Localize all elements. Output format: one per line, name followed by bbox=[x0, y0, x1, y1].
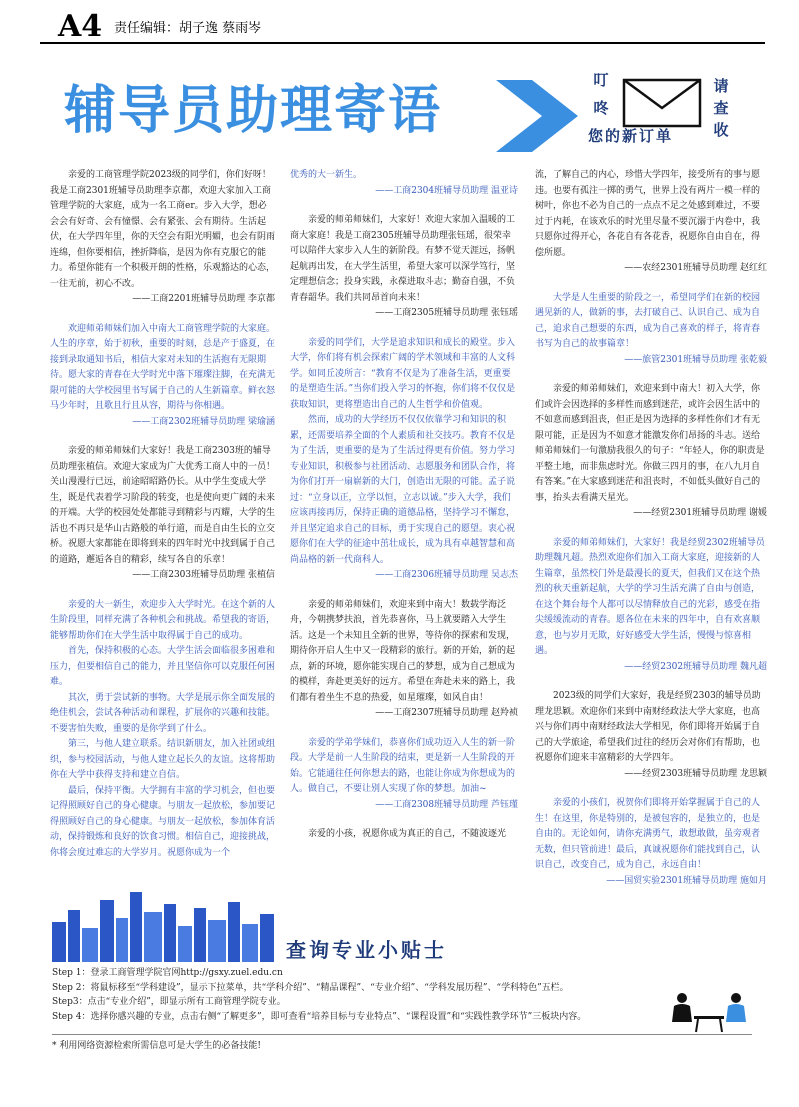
message-paragraph: 2023级的同学们大家好，我是经贸2303的辅导员助理龙思颖。欢迎你们来到中南财经政法大学大家庭，也高兴与你们再中南财经政法大学相见，你们即将开始属于自己的大学旅途，希望我们过往的经历会对你们有帮助，也祝愿你们迎来丰富精彩的大学四年。 bbox=[535, 691, 761, 763]
envelope-icon bbox=[622, 78, 702, 128]
message-paragraph: 亲爱的工商管理学院2023级的同学们，你们好呀！我是工商2301班辅导员助理李京都，欢迎大家加入工商管理学院的大家庭，成为一名工商er。步入大学，想必会会有好奇、会有憧憬、会有紧张、会有期待。生活起伏，在大学四年里，你的天空会有阳光明媚，也会有阴雨连绵，但你要相信，挫折降临，是因为你有克服它的能力。希望你能有一个积极开朗的性格，乐观豁达的心态，一往无前，初心不改。 bbox=[50, 170, 276, 289]
people-meeting-icon bbox=[668, 992, 750, 1034]
tip-step: Step 1：登录工商管理学院官网http://gsxy.zuel.edu.cn bbox=[52, 968, 283, 978]
word-qing: 请 bbox=[713, 77, 729, 95]
signature: ——工商2307班辅导员助理 赵羚祯 bbox=[375, 708, 518, 718]
banner bbox=[40, 70, 770, 160]
page-number: A4 bbox=[58, 9, 103, 44]
signature: ——经贸2301班辅导员助理 谢媛 bbox=[633, 508, 767, 518]
signature: ——旅管2301班辅导员助理 张乾毅 bbox=[624, 354, 767, 365]
message-paragraph: 亲爱的小孩们，祝贺你们即将开始掌握属于自己的人生！在这里，你是特别的，是被包容的，是独立的，也是自由的。无论如何，请你充满勇气，敢想敢做，虽旁观者无数，但只管前进！最后，真诚祝愿你们能找到自己，认识自己，改变自己，成为自己，永远自由！ bbox=[535, 798, 761, 870]
signature: ——工商2201班辅导员助理 李京都 bbox=[132, 294, 275, 304]
message-paragraph: 亲爱的小孩，祝愿你成为真正的自己，不随波逐光 bbox=[308, 829, 507, 839]
column-3 bbox=[535, 168, 767, 889]
word-cha: 查 bbox=[713, 99, 729, 117]
message-paragraph: 亲爱的师弟师妹们，大家好！欢迎大家加入温暖的工商大家庭！我是工商2305班辅导员助理张钰瑶，很荣幸可以陪伴大家步入人生的新阶段。有梦不觉天涯远，扬帆起航再出发，在大学生活里，希望大家可以深学笃行，坚定理想信念；投身实践，永葆进取斗志；勤奋自强，不负青春韶华。我们共同昂首向未来！ bbox=[290, 215, 516, 303]
chevron-arrow-icon bbox=[492, 76, 582, 156]
message-paragraph: 优秀的大一新生。 bbox=[290, 170, 363, 180]
banner-subtitle: 您的新订单 bbox=[588, 127, 674, 145]
message-paragraph: 亲爱的学弟学妹们，恭喜你们成功迈入人生的新一阶段。大学是前一人生阶段的结束，更是新一人生阶段的开始。它能通往任何你想去的路，也能让你成为你想成为的人。做自己，不要让别人实现了你的梦想。加油~ bbox=[290, 737, 516, 794]
message-paragraph: 然而，成功的大学经历不仅仅依靠学习和知识的积累，还需要培养全面的个人素质和社交技巧。教育不仅是为了生活，更重要的是为了生活过得更有价值。努力学习专业知识，积极参与社团活动、志愿服务和团队合作，将为你们打开一扇崭新的大门，创造出无限的可能。孟子说过：“立身以正，立学以恒，立志以诚。”步入大学，我们应该再接再厉，保持正确的道德品格，坚持学习不懈怠，并且坚定追求自己的目标，勇于实现自己的愿望。衷心祝愿你们在大学的征途中茁壮成长，成为具有卓越智慧和高尚品格的新一代商科人。 bbox=[290, 415, 516, 565]
message-paragraph: 亲爱的大一新生，欢迎步入大学时光。在这个新的人生阶段里，同样充满了各种机会和挑战。希望我的寄语，能够帮助你们在大学生活中取得属于自己的成功。 bbox=[50, 599, 276, 641]
tips-steps bbox=[52, 966, 692, 1024]
signature: ——国贸实验2301班辅导员助理 施如月 bbox=[606, 875, 767, 886]
word-shou: 收 bbox=[713, 121, 729, 139]
message-paragraph: 流，了解自己的内心，珍惜大学四年，接受所有的事与愿违。也要有孤注一掷的勇气，世界上没有两片一模一样的树叶，你也不必为自己的一点点不足之处感到难过，不要过于内耗，在该欢乐的时光里尽量不要沉溺于内卷中，我只愿你过得开心，各花自有各花香，祝愿你自由自在，得偿所愿。 bbox=[535, 170, 761, 258]
word-ding: 叮 bbox=[593, 71, 609, 89]
footer-note: * 利用网络资源检索所需信息可是大学生的必备技能! bbox=[52, 1034, 752, 1051]
message-paragraph: 亲爱的师弟师妹们，大家好！我是经贸2302班辅导员助理魏凡超。热烈欢迎你们加入工商大家庭，迎接新的人生篇章，虽然校门外是最漫长的夏天，但我们又在这个热烈的秋天重新起航，大学的学习生活充满了自由与创造，在这个舞台每个人都可以尽情释放自己的光彩，感受在指尖缓缓流动的青春。愿各位在未来的四年中，自有欢喜顺意，也与岁月无欺，好好感受大学生活，慢慢与惊喜相遇。 bbox=[535, 537, 765, 656]
tip-step: Step 4：选择你感兴趣的专业，点击右侧“了解更多”，即可查看“培养目标与专业特点”、“课程设置”和“实践性教学环节”三板块内容。 bbox=[52, 1011, 587, 1022]
message-paragraph: 亲爱的同学们，大学是追求知识和成长的殿堂。步入大学，你们将有机会探索广阔的学术领域和丰富的人文科学。如同丘凌所言：“教育不仅是为了准备生活，更重要的是塑造生活。”当你们投入学习的怀抱，你们将不仅仅是获取知识，更将塑造出自己的人生哲学和价值观。 bbox=[290, 337, 516, 410]
tips-title: 查询专业小贴士 bbox=[286, 938, 447, 962]
column-1 bbox=[50, 168, 275, 861]
column-2 bbox=[290, 168, 518, 843]
signature: ——工商2302班辅导员助理 梁瑜涵 bbox=[132, 416, 275, 427]
tip-step: Step3：点击“专业介绍”，即显示所有工商管理学院专业。 bbox=[52, 997, 286, 1007]
message-paragraph: 欢迎师弟师妹们加入中南大工商管理学院的大家庭。人生的序章，始于初秋，重要的时刻，总是产于盛夏，在接到录取通知书后，相信大家对未知的生活抱有无限期待。愿大家的青春在大学时光中落下璀璨注脚，在充满无限可能的大学校园里书写属于自己的人生新篇章。鲜衣怒马少年时，且歌且行且从容，期待与你相遇。 bbox=[50, 323, 276, 411]
message-paragraph: 首先，保持积极的心态。大学生活会面临很多困难和压力，但要相信自己的能力，并且坚信你可以克服任何困难。 bbox=[50, 646, 276, 687]
editors-line: 责任编辑：胡子逸 蔡雨岑 bbox=[114, 21, 262, 36]
signature: ——经贸2303班辅导员助理 龙思颖 bbox=[624, 768, 767, 779]
message-paragraph: 大学是人生重要的阶段之一，希望同学们在新的校园遇见新的人，做新的事，去打破自己、认识自己、成为自己，追求自己想要的东西，成为自己喜欢的样子，将青春书写为自己的故事篇章！ bbox=[535, 292, 761, 349]
message-paragraph: 亲爱的师弟师妹们大家好！我是工商2303班的辅导员助理张植信。欢迎大家成为广大优秀工商人中的一员！关山漫漫行已远，前途昭昭路仍长。从中学生变成大学生，既是代表着学习阶段的转变，也是使向更广阔的未来的开端。大学的校园处处都能寻到精彩与丙耀，大学的生活也不再只是华山古路般的单行道，而是自由生长的立交桥。祝愿大家都能在即将到来的四年时光中找到属于自己的道路，邂逅各自的精彩，续写各自的乐章！ bbox=[50, 446, 276, 565]
page-header bbox=[40, 10, 765, 44]
signature: ——工商2306班辅导员助理 吴志杰 bbox=[375, 570, 518, 580]
message-paragraph: 其次，勇于尝试新的事物。大学是展示你全面发展的绝佳机会，尝试各种活动和课程，扩展你的兴趣和技能。不要害怕失败，重要的是你学到了什么。 bbox=[50, 692, 276, 734]
message-paragraph: 第三，与他人建立联系。结识新朋友，加入社团或组织，参与校园活动，与他人建立起长久的友谊。这将帮助你在大学中获得支持和建立自信。 bbox=[50, 739, 276, 780]
city-skyline-icon bbox=[52, 892, 282, 962]
signature: ——工商2308班辅导员助理 芦钰瑾 bbox=[375, 799, 518, 810]
message-paragraph: 最后，保持平衡。大学拥有丰富的学习机会，但也要记得照顾好自己的身心健康。与朋友一起放松，参加要记得照顾好自己的身心健康。与朋友一起放松，参加体育活动，保持锻炼和良好的饮食习惯。相信自己，迎接挑战，你将会度过难忘的大学岁月。祝愿你成为一个 bbox=[50, 785, 276, 858]
signature: ——农经2301班辅导员助理 赵红红 bbox=[624, 263, 767, 273]
signature: ——工商2305班辅导员助理 张钰瑶 bbox=[375, 308, 518, 318]
word-dong: 咚 bbox=[593, 99, 609, 117]
signature: ——经贸2302班辅导员助理 魏凡超 bbox=[624, 661, 767, 672]
banner-title: 辅导员助理寄语 bbox=[64, 81, 443, 141]
message-paragraph: 亲爱的师弟师妹们，欢迎来到中南大！初入大学，你们或许会因选择的多样性而感到迷茫，或许会因生活中的不如意而感到沮丧，但正是因为选择的多样性你们才有无限可能，正是因为不如意才能激发你们昂扬的斗志。送给师弟师妹们一句激励我很久的句子：“年轻人，你的职责是平整土地，而非焦虑时光。你做三四月的事，在八九月自有答案。”在大家感到迷茫和沮丧时，不如低头做好自己的事，抬头去看满天星光。 bbox=[535, 384, 765, 503]
tip-step: Step 2：将鼠标移至“学科建设”，显示下拉菜单，共“学科介绍”、“精品课程”、“专业介绍”、“学科发展历程”、“学科特色”五栏。 bbox=[52, 982, 569, 993]
signature: ——工商2303班辅导员助理 张植信 bbox=[132, 570, 275, 580]
signature: ——工商2304班辅导员助理 温亚诗 bbox=[375, 185, 518, 196]
message-paragraph: 亲爱的师弟师妹们，欢迎来到中南大！数载学海泛舟，今朝携梦扶浪，首先恭喜你，马上就要踏入大学生活。这是一个未知且全新的世界，等待你的探索和发现，期待你开启人生中又一段精彩的旅行。新的开始，新的起点，新的环境，愿你能实现自己的梦想，成为自己想成为的模样，奔赴更美好的远方。希望在奔赴未来的路上，我们都有着坐生不息的热爱，如星璀璨，如风自由！ bbox=[290, 599, 516, 703]
